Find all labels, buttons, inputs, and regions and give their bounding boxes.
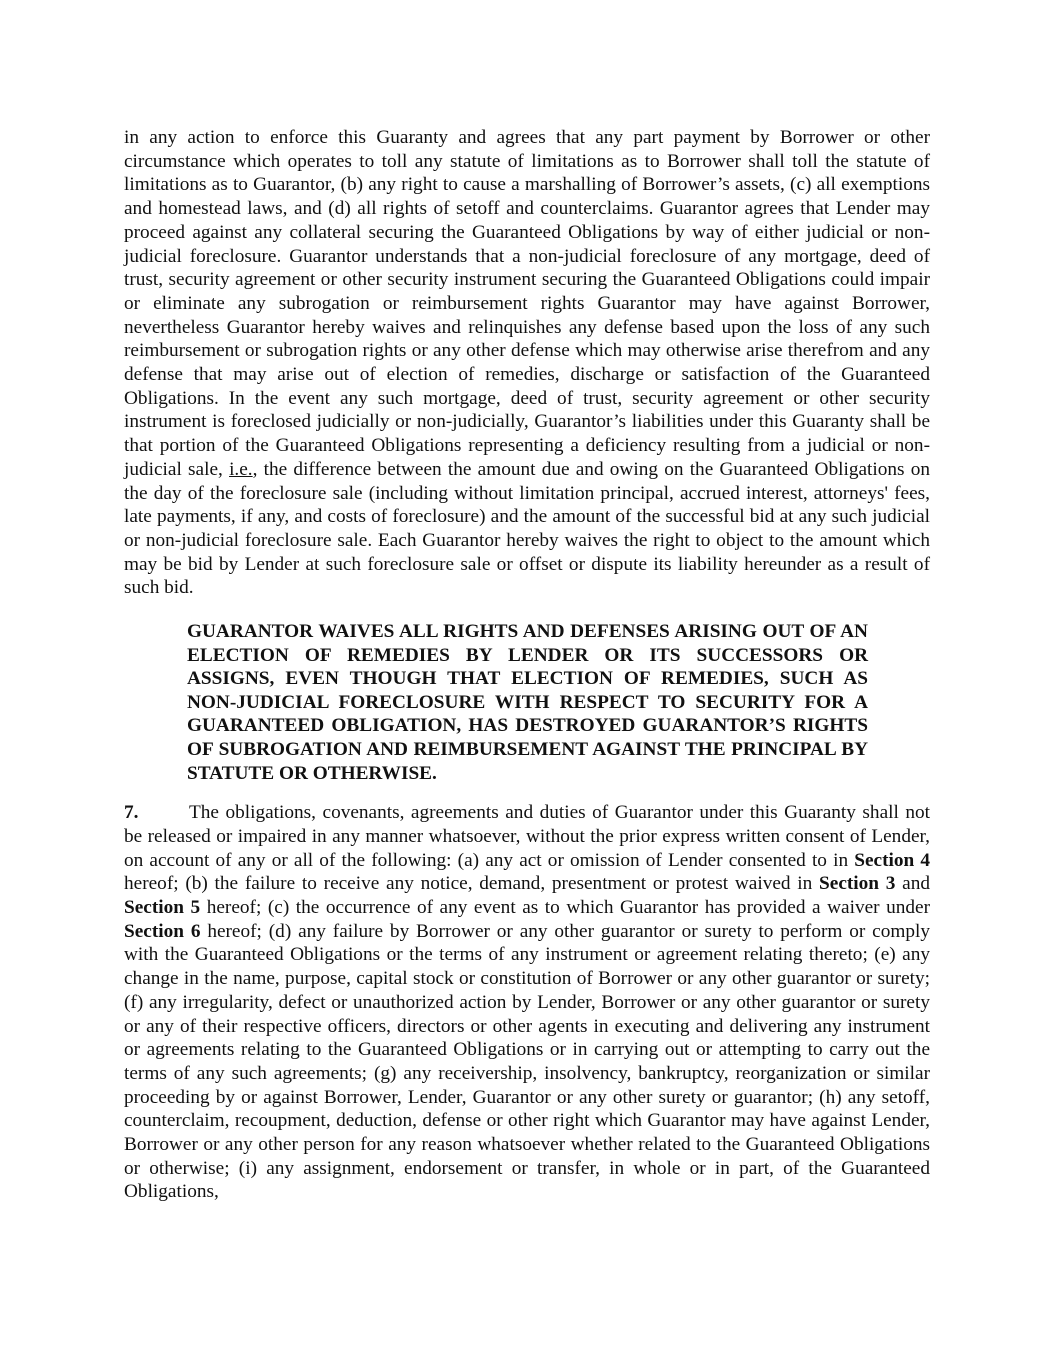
section-7-number: 7. [124, 802, 139, 824]
section-4-reference: Section 4 [854, 849, 930, 871]
paragraph-continuation [124, 126, 930, 600]
section-6-reference: Section 6 [124, 920, 201, 942]
section-7-text-5: hereof; (d) any failure by Borrower or any other guarantor or surety to perform or comply with the Guaranteed Obligations or the terms of any instrument or agreement relating thereto; (e) any change in the name, purpose, capital stock or constitution of Borrower or any other guarantor or surety; (f) any irregularity, defect or unauthorized action by Lender, Borrower or any other guarantor or surety or any of their respective officers, directors or other agents in executing and delivering any instrument or agreements relating to the Guaranteed Obligations or in carrying out or attempting to carry out the terms of any such agreements; (g) any receivership, insolvency, bankruptcy, reorganization or similar proceeding by or against Borrower, Lender, Guarantor or any other surety or guarantor; (h) any setoff, counterclaim, recoupment, deduction, defense or other right which Guarantor may have against Lender, Borrower or any other person for any reason whatsoever whether related to the Guaranteed Obligations or otherwise; (i) any assignment, endorsement or transfer, in whole or in part, of the Guaranteed Obligations, [124, 920, 930, 1203]
section-7-text-4: hereof; (c) the occurrence of any event as to which Guarantor has provided a waiver under [200, 897, 930, 919]
paragraph-text-part1: in any action to enforce this Guaranty and agrees that any part payment by Borrower or other circumstance which operates to toll any statute of limitations as to Borrower shall toll the statute of limitations as to Guarantor, (b) any right to cause a marshalling of Borrower’s assets, (c) all exemptions and homestead laws, and (d) all rights of setoff and counterclaims. Guarantor agrees that Lender may proceed against any collateral securing the Guaranteed Obligations by way of either judicial or non-judicial foreclosure. Guarantor understands that a non-judicial foreclosure of any mortgage, deed of trust, security agreement or other security instrument securing the Guaranteed Obligations could impair or eliminate any subrogation or reimbursement rights Guarantor may have against Borrower, nevertheless Guarantor hereby waives and relinquishes any defense based upon the loss of any such reimbursement or subrogation rights or any other defense which may otherwise arise therefrom and any defense that may arise out of election of remedies, discharge or satisfaction of the Guaranteed Obligations. In the event any such mortgage, deed of trust, security agreement or other security instrument is foreclosed judicially or non-judicially, Guarantor’s liabilities under this Guaranty shall be that portion of the Guaranteed Obligations representing a deficiency resulting from a judicial or non-judicial sale, [124, 127, 930, 480]
document-page [124, 126, 930, 1204]
ie-abbreviation: i.e. [229, 458, 253, 480]
section-5-reference: Section 5 [124, 897, 201, 919]
section-3-reference: Section 3 [819, 873, 896, 895]
section-7-text-2: hereof; (b) the failure to receive any notice, demand, presentment or protest waived in [124, 873, 820, 895]
paragraph-text-part2: , the difference between the amount due and owing on the Guaranteed Obligations on the day of the foreclosure sale (including without limitation principal, accrued interest, attorneys' fees, late payments, if any, and costs of foreclosure) and the amount of the successful bid at any such judicial or non-judicial foreclosure sale. Each Guarantor hereby waives the right to object to the amount which may be bid by Lender at such foreclosure sale or offset or dispute its liability hereunder as a result of such bid. [124, 458, 931, 599]
section-7-text-3: and [895, 873, 930, 895]
waiver-block: GUARANTOR WAIVES ALL RIGHTS AND DEFENSES ARISING OUT OF AN ELECTION OF REMEDIES BY LENDER OR ITS SUCCESSORS OR ASSIGNS, EVEN THOUGH THAT ELECTION OF REMEDIES, SUCH AS NON-JUDICIAL FORECLOSURE WITH RESPECT TO SECURITY FOR A GUARANTEED OBLIGATION, HAS DESTROYED GUARANTOR’S RIGHTS OF SUBROGATION AND REIMBURSEMENT AGAINST THE PRINCIPAL BY STATUTE OR OTHERWISE. [187, 621, 868, 784]
section-7-text-1: The obligations, covenants, agreements and duties of Guarantor under this Guaranty shall not be released or impaired in any manner whatsoever, without the prior express written consent of Lender, on account of any or all of the following: (a) any act or omission of Lender consented to in [124, 802, 930, 871]
section-7-paragraph [124, 801, 930, 1204]
